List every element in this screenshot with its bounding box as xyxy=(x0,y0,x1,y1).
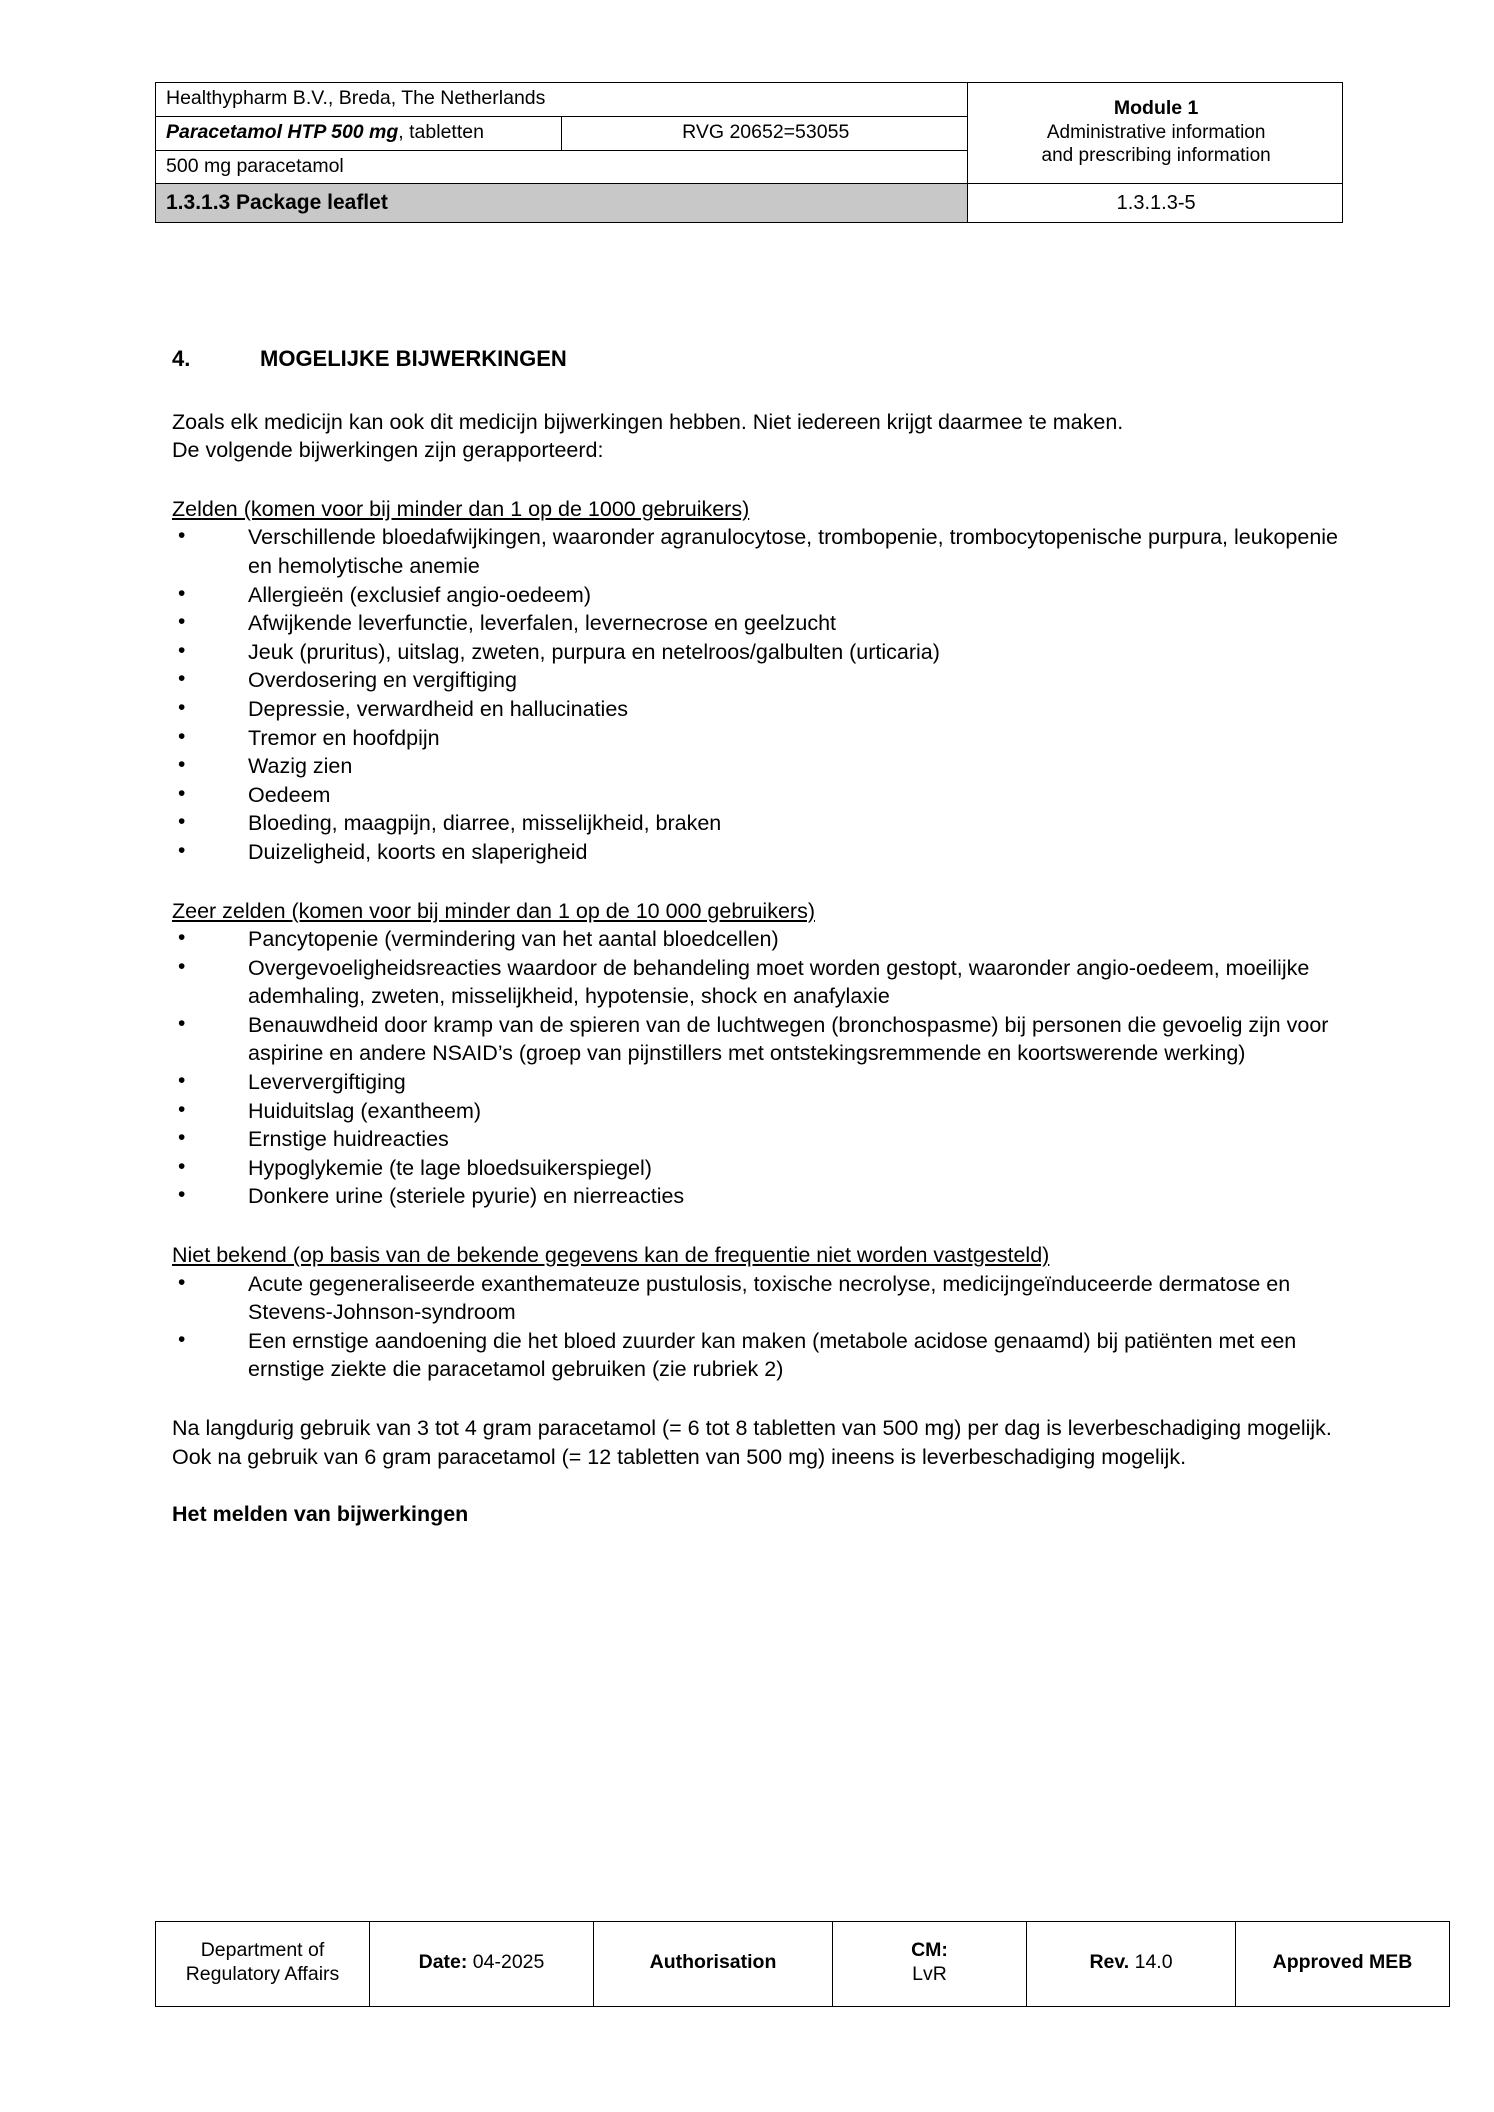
header-company-cell: Healthypharm B.V., Breda, The Netherlands xyxy=(156,83,968,117)
list-item xyxy=(172,752,1340,781)
bullet-icon: • xyxy=(178,781,186,805)
list-item xyxy=(172,925,1340,954)
module-subtitle-line2: and prescribing information xyxy=(1041,145,1271,167)
list-item xyxy=(172,638,1340,667)
frequency-heading-niet-bekend: Niet bekend (op basis van de bekende gegevens kan de frequentie niet worden vastgesteld) xyxy=(172,1243,1050,1268)
bullet-icon: • xyxy=(178,838,186,862)
list-item xyxy=(172,1182,1340,1211)
intro-paragraph-1: Zoals elk medicijn kan ook dit medicijn bijwerkingen hebben. Niet iedereen krijgt daarmee te maken. xyxy=(172,409,1124,434)
list-item xyxy=(172,1097,1340,1126)
bullet-icon: • xyxy=(178,1069,186,1093)
product-form: , tabletten xyxy=(398,120,484,143)
document-footer-table xyxy=(155,1921,1450,2007)
section-number: 4. xyxy=(172,346,191,371)
list-item-text: Benauwdheid door kramp van de spieren van de luchtwegen (bronchospasme) bij personen die gevoelig zijn voor aspirine en andere NSAID’s (groep van pijnstillers met ontstekingsremmende en koortswerende werking) xyxy=(248,1012,1329,1066)
footer-authorisation-cell: Authorisation xyxy=(594,1922,833,2007)
footer-revision-cell xyxy=(1027,1922,1236,2007)
module-subtitle-line1: Administrative information xyxy=(1046,122,1266,144)
intro-paragraph-2: De volgende bijwerkingen zijn gerapporteerd: xyxy=(172,438,604,463)
header-strength-cell: 500 mg paracetamol xyxy=(156,150,968,184)
bullet-icon: • xyxy=(178,524,186,548)
list-item-text: Duizeligheid, koorts en slaperigheid xyxy=(248,839,588,864)
list-item xyxy=(172,1125,1340,1154)
list-item xyxy=(172,954,1340,1011)
module-title: Module 1 xyxy=(1113,97,1199,120)
list-item-text: Oedeem xyxy=(248,782,331,807)
bullet-icon: • xyxy=(178,1183,186,1207)
section-title: MOGELIJKE BIJWERKINGEN xyxy=(260,346,567,371)
list-item-text: Jeuk (pruritus), uitslag, zweten, purpura en netelroos/galbulten (urticaria) xyxy=(248,639,940,664)
list-item-text: Huiduitslag (exantheem) xyxy=(248,1098,482,1123)
list-item-text: Overgevoeligheidsreacties waardoor de behandeling moet worden gestopt, waaronder angio-oedeem, moeilijke ademhaling, zweten, misselijkheid, hypotensie, shock en anafylaxie xyxy=(248,955,1310,1009)
bullet-icon: • xyxy=(178,1011,186,1035)
list-item-text: Een ernstige aandoening die het bloed zuurder kan maken (metabole acidose genaamd) bij patiënten met een ernstige ziekte die paracetamol gebruiken (zie rubriek 2) xyxy=(248,1328,1297,1382)
product-name: Paracetamol HTP 500 mg xyxy=(166,120,399,143)
footer-date-label: Date: xyxy=(418,1951,468,1974)
list-item-text: Donkere urine (steriele pyurie) en nierreacties xyxy=(248,1184,685,1209)
bullet-icon: • xyxy=(178,695,186,719)
list-item xyxy=(172,666,1340,695)
side-effects-list-zelden xyxy=(172,523,1340,866)
list-item-text: Overdosering en vergiftiging xyxy=(248,668,517,693)
list-item-text: Verschillende bloedafwijkingen, waaronder agranulocytose, trombopenie, trombocytopenische purpura, leukopenie en hemolytische anemie xyxy=(248,525,1339,578)
list-item xyxy=(172,609,1340,638)
bullet-icon: • xyxy=(178,1327,186,1351)
bullet-icon: • xyxy=(178,581,186,605)
bullet-icon: • xyxy=(178,1126,186,1150)
list-item-text: Bloeding, maagpijn, diarree, misselijkheid, braken xyxy=(248,811,722,836)
header-leaflet-label: 1.3.1.3 Package leaflet xyxy=(156,184,968,223)
side-effects-list-niet-bekend xyxy=(172,1270,1340,1384)
list-item xyxy=(172,1327,1340,1384)
bullet-icon: • xyxy=(178,1154,186,1178)
list-item xyxy=(172,581,1340,610)
footer-rev-label: Rev. xyxy=(1089,1951,1130,1974)
closing-paragraph: Na langdurig gebruik van 3 tot 4 gram paracetamol (= 6 tot 8 tabletten van 500 mg) per dag is leverbeschadiging mogelijk. Ook na gebruik van 6 gram paracetamol (= 12 tabletten van 500 mg) ineens is leverbeschadiging mogelijk. xyxy=(172,1416,1332,1469)
bullet-icon: • xyxy=(178,1270,186,1294)
list-item-text: Acute gegeneraliseerde exanthemateuze pustulosis, toxische necrolyse, medicijngeïnduceerde dermatose en Stevens-Johnson-syndroom xyxy=(248,1271,1291,1325)
bullet-icon: • xyxy=(178,667,186,691)
header-rvg-cell: RVG 20652=53055 xyxy=(562,116,968,150)
header-row-company xyxy=(156,83,1343,117)
list-item-text: Leververgiftiging xyxy=(248,1070,406,1095)
list-item-text: Allergieën (exclusief angio-oedeem) xyxy=(248,582,591,607)
list-item-text: Ernstige huidreacties xyxy=(248,1127,449,1152)
side-effects-list-zeer-zelden xyxy=(172,925,1340,1211)
document-body xyxy=(172,345,1340,1529)
list-item-text: Pancytopenie (vermindering van het aantal bloedcellen) xyxy=(248,927,779,952)
list-item xyxy=(172,724,1340,753)
list-item-text: Wazig zien xyxy=(248,754,353,779)
bullet-icon: • xyxy=(178,954,186,978)
footer-department-line2: Regulatory Affairs xyxy=(185,1963,340,1985)
footer-cm-cell xyxy=(833,1922,1027,2007)
list-item xyxy=(172,523,1340,580)
list-item-text: Afwijkende leverfunctie, leverfalen, levernecrose en geelzucht xyxy=(248,611,836,636)
bullet-icon: • xyxy=(178,810,186,834)
list-item-text: Tremor en hoofdpijn xyxy=(248,725,440,750)
footer-department-cell xyxy=(156,1922,370,2007)
frequency-heading-zeer-zelden: Zeer zelden (komen voor bij minder dan 1 op de 10 000 gebruikers) xyxy=(172,898,815,923)
header-row-leaflet xyxy=(156,184,1343,223)
bullet-icon: • xyxy=(178,926,186,950)
footer-cm-value: LvR xyxy=(912,1963,947,1985)
bullet-icon: • xyxy=(178,1097,186,1121)
footer-department-line1: Department of xyxy=(200,1939,325,1962)
bullet-icon: • xyxy=(178,753,186,777)
list-item xyxy=(172,838,1340,867)
bullet-icon: • xyxy=(178,610,186,634)
list-item-text: Depressie, verwardheid en hallucinaties xyxy=(248,696,629,721)
bullet-icon: • xyxy=(178,638,186,662)
reporting-heading: Het melden van bijwerkingen xyxy=(172,1502,469,1527)
document-header-table xyxy=(155,82,1343,223)
list-item xyxy=(172,1154,1340,1183)
header-module-cell xyxy=(968,83,1343,184)
list-item-text: Hypoglykemie (te lage bloedsuikerspiegel) xyxy=(248,1155,652,1180)
list-item xyxy=(172,1068,1340,1097)
list-item xyxy=(172,1011,1340,1068)
list-item xyxy=(172,781,1340,810)
footer-approved-cell: Approved MEB xyxy=(1236,1922,1450,2007)
header-product-cell xyxy=(156,116,562,150)
list-item xyxy=(172,1270,1340,1327)
footer-rev-value: 14.0 xyxy=(1129,1951,1173,1974)
footer-cm-label: CM: xyxy=(911,1939,948,1962)
frequency-heading-zelden: Zelden (komen voor bij minder dan 1 op de 1000 gebruikers) xyxy=(172,496,750,521)
bullet-icon: • xyxy=(178,724,186,748)
section-heading xyxy=(172,345,1340,374)
footer-date-cell xyxy=(370,1922,594,2007)
footer-row xyxy=(156,1922,1450,2007)
footer-date-value: 04-2025 xyxy=(467,1951,545,1974)
header-document-number: 1.3.1.3-5 xyxy=(968,184,1343,223)
list-item xyxy=(172,809,1340,838)
list-item xyxy=(172,695,1340,724)
